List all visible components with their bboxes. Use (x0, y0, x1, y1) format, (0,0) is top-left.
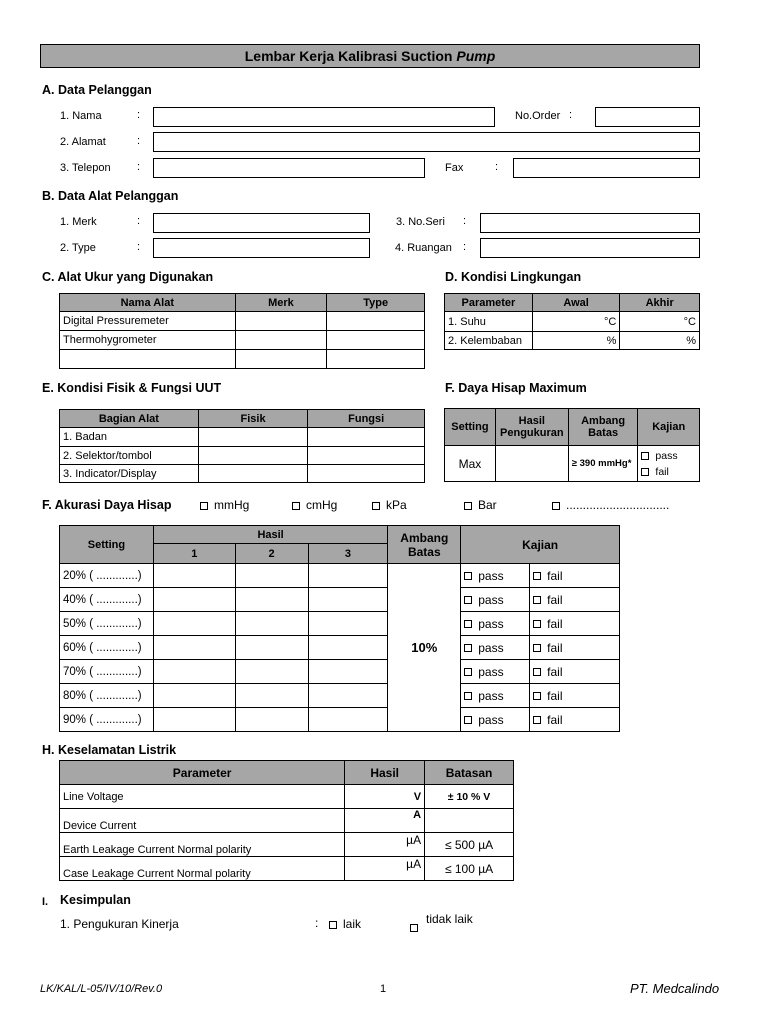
col-header: 3 (308, 544, 388, 564)
col-header: Fungsi (308, 410, 425, 428)
alamat-label: 2. Alamat (60, 136, 106, 148)
checkbox-icon[interactable] (464, 596, 472, 604)
col-header: Setting (60, 526, 154, 564)
table-cell[interactable]: 60% ( .............) (60, 636, 154, 660)
keselamatan-listrik-table (59, 760, 514, 881)
table-cell[interactable] (235, 660, 308, 684)
unit-mmhg[interactable]: mmHg (200, 498, 249, 512)
ruangan-label: 4. Ruangan (395, 242, 452, 254)
col-header: Bagian Alat (60, 410, 199, 428)
table-cell[interactable] (308, 465, 425, 483)
unit-bar[interactable]: Bar (464, 498, 497, 512)
table-cell[interactable] (308, 660, 388, 684)
col-header: Batasan (425, 761, 514, 785)
table-cell[interactable] (235, 588, 308, 612)
checkbox-icon[interactable] (464, 716, 472, 724)
col-header: 1 (153, 544, 235, 564)
colon: : (569, 109, 573, 121)
colon: : (315, 916, 319, 930)
table-cell[interactable] (235, 636, 308, 660)
section-d-heading: D. Kondisi Lingkungan (445, 270, 582, 284)
fail-option[interactable]: fail (530, 660, 620, 684)
section-b-heading: B. Data Alat Pelanggan (42, 189, 179, 203)
alat-ukur-table (59, 293, 425, 369)
table-cell[interactable] (235, 612, 308, 636)
page-title: Lembar Kerja Kalibrasi Suction Pump (40, 44, 700, 68)
pass-option[interactable]: pass (461, 588, 530, 612)
col-header: Awal (532, 294, 620, 312)
table-cell[interactable] (308, 564, 388, 588)
table-cell[interactable] (495, 446, 568, 482)
no-order-label: No.Order (515, 110, 561, 122)
checkbox-icon[interactable] (292, 502, 300, 510)
fail-option[interactable]: fail (530, 708, 620, 732)
table-cell[interactable] (153, 684, 235, 708)
table-cell[interactable] (308, 612, 388, 636)
table-cell: 2. Kelembaban (445, 332, 533, 350)
no-seri-label: 3. No.Seri (396, 216, 445, 228)
pass-option[interactable]: pass (461, 564, 530, 588)
table-cell: Thermohygrometer (60, 331, 236, 350)
pass-option[interactable]: pass (461, 708, 530, 732)
table-cell: ≤ 100 µA (425, 857, 514, 881)
tidak-laik-label: tidak laik (426, 912, 473, 926)
table-cell[interactable]: 50% ( .............) (60, 612, 154, 636)
table-cell: Device Current (60, 809, 345, 833)
colon: : (495, 161, 499, 173)
table-cell[interactable] (153, 660, 235, 684)
col-header: Setting (445, 409, 496, 446)
col-header: Hasil (153, 526, 387, 544)
table-cell: ≤ 500 µA (425, 833, 514, 857)
table-cell[interactable]: 90% ( .............) (60, 708, 154, 732)
col-header: Hasil Pengukuran (495, 409, 568, 446)
checkbox-icon[interactable] (533, 572, 541, 580)
table-cell[interactable]: µA (345, 857, 425, 881)
unit-cmhg[interactable]: cmHg (292, 498, 337, 512)
colon: : (137, 215, 141, 227)
nama-label: 1. Nama (60, 110, 102, 122)
table-cell[interactable] (235, 312, 327, 331)
daya-hisap-table (444, 408, 700, 482)
col-header: Fisik (198, 410, 308, 428)
section-c-heading: C. Alat Ukur yang Digunakan (42, 270, 214, 284)
checkbox-icon[interactable] (464, 502, 472, 510)
colon: : (463, 215, 467, 227)
no-order-field[interactable] (595, 107, 700, 127)
table-cell[interactable] (198, 428, 308, 447)
col-header: Kajian (461, 526, 620, 564)
pass-option[interactable]: pass (461, 636, 530, 660)
checkbox-icon[interactable] (372, 502, 380, 510)
table-cell: 2. Selektor/tombol (60, 447, 199, 465)
table-cell[interactable] (198, 447, 308, 465)
table-cell: ≥ 390 mmHg* (568, 446, 638, 482)
checkbox-icon[interactable] (329, 921, 337, 929)
pengukuran-kinerja-label: 1. Pengukuran Kinerja (60, 917, 179, 931)
table-cell[interactable]: V (345, 785, 425, 809)
section-h-heading: H. Keselamatan Listrik (42, 743, 177, 757)
colon: : (137, 161, 141, 173)
type-field[interactable] (153, 238, 370, 258)
section-a-heading: A. Data Pelanggan (42, 83, 152, 97)
col-header: Type (327, 294, 425, 312)
checkbox-icon[interactable] (533, 668, 541, 676)
merk-field[interactable] (153, 213, 370, 233)
table-cell[interactable] (153, 636, 235, 660)
checkbox-icon[interactable] (200, 502, 208, 510)
checkbox-icon[interactable] (464, 692, 472, 700)
table-cell: Case Leakage Current Normal polarity (60, 857, 345, 881)
table-cell: Line Voltage (60, 785, 345, 809)
pass-option[interactable]: pass (461, 660, 530, 684)
table-cell[interactable] (235, 350, 327, 369)
col-header: 2 (235, 544, 308, 564)
checkbox-icon[interactable] (552, 502, 560, 510)
colon: : (463, 241, 467, 253)
table-cell[interactable] (308, 708, 388, 732)
pass-option[interactable]: pass (641, 448, 696, 464)
alamat-field[interactable] (153, 132, 700, 152)
table-cell[interactable] (153, 708, 235, 732)
document-code: LK/KAL/L-05/IV/10/Rev.0 (40, 983, 163, 995)
fail-option[interactable]: fail (641, 464, 696, 480)
table-cell[interactable]: 80% ( .............) (60, 684, 154, 708)
table-cell (638, 446, 700, 482)
table-cell (425, 809, 514, 833)
checkbox-icon[interactable] (464, 620, 472, 628)
table-cell[interactable] (308, 447, 425, 465)
merk-label: 1. Merk (60, 216, 97, 228)
table-cell[interactable] (235, 708, 308, 732)
table-cell[interactable] (308, 684, 388, 708)
section-i-letter: I. (42, 896, 49, 908)
table-cell[interactable] (327, 331, 425, 350)
laik-option[interactable]: laik (329, 917, 361, 931)
table-cell[interactable] (235, 331, 327, 350)
table-cell[interactable]: °C (620, 312, 700, 332)
nama-field[interactable] (153, 107, 495, 127)
telepon-field[interactable] (153, 158, 425, 178)
table-cell[interactable] (235, 684, 308, 708)
fax-label: Fax (445, 162, 464, 174)
col-header: Hasil (345, 761, 425, 785)
no-seri-field[interactable] (480, 213, 700, 233)
table-cell[interactable] (308, 636, 388, 660)
ruangan-field[interactable] (480, 238, 700, 258)
table-cell: Max (445, 446, 496, 482)
table-cell: 3. Indicator/Display (60, 465, 199, 483)
table-cell[interactable] (235, 564, 308, 588)
page-number: 1 (380, 983, 387, 995)
colon: : (137, 241, 141, 253)
fail-option[interactable]: fail (530, 564, 620, 588)
col-header: Nama Alat (60, 294, 236, 312)
table-cell: 1. Suhu (445, 312, 533, 332)
fail-option[interactable]: fail (530, 636, 620, 660)
table-cell[interactable] (308, 428, 425, 447)
table-cell[interactable] (327, 312, 425, 331)
ambang-value: 10% (388, 564, 461, 732)
table-cell[interactable] (153, 612, 235, 636)
table-cell[interactable]: µA (345, 833, 425, 857)
col-header: Ambang Batas (388, 526, 461, 564)
fail-option[interactable]: fail (530, 588, 620, 612)
checkbox-icon[interactable] (410, 924, 418, 932)
table-cell[interactable]: 70% ( .............) (60, 660, 154, 684)
unit-other[interactable]: ............................... (552, 498, 669, 512)
akurasi-table (59, 525, 620, 732)
table-cell: Digital Pressuremeter (60, 312, 236, 331)
tidak-laik-checkbox[interactable] (410, 919, 424, 937)
section-i-heading: Kesimpulan (60, 893, 131, 907)
checkbox-icon[interactable] (533, 716, 541, 724)
checkbox-icon[interactable] (464, 572, 472, 580)
checkbox-icon[interactable] (641, 468, 649, 476)
table-cell[interactable] (153, 588, 235, 612)
section-e-heading: E. Kondisi Fisik & Fungsi UUT (42, 381, 222, 395)
col-header: Parameter (60, 761, 345, 785)
checkbox-icon[interactable] (464, 644, 472, 652)
col-header: Ambang Batas (568, 409, 638, 446)
colon: : (137, 135, 141, 147)
table-cell: 1. Badan (60, 428, 199, 447)
checkbox-icon[interactable] (533, 692, 541, 700)
section-f1-heading: F. Daya Hisap Maximum (445, 381, 587, 395)
table-cell[interactable]: A (345, 809, 425, 833)
kondisi-fisik-table (59, 409, 425, 483)
table-cell: ± 10 % V (425, 785, 514, 809)
type-label: 2. Type (60, 242, 96, 254)
fail-option[interactable]: fail (530, 684, 620, 708)
col-header: Kajian (638, 409, 700, 446)
table-cell[interactable] (153, 564, 235, 588)
company-name: PT. Medcalindo (630, 981, 720, 996)
fail-option[interactable]: fail (530, 612, 620, 636)
checkbox-icon[interactable] (533, 644, 541, 652)
section-f2-heading: F. Akurasi Daya Hisap (42, 498, 172, 512)
checkbox-icon[interactable] (533, 620, 541, 628)
checkbox-icon[interactable] (464, 668, 472, 676)
colon: : (137, 109, 141, 121)
checkbox-icon[interactable] (533, 596, 541, 604)
pass-option[interactable]: pass (461, 684, 530, 708)
col-header: Akhir (620, 294, 700, 312)
kondisi-lingkungan-table (444, 293, 700, 350)
table-cell[interactable]: % (620, 332, 700, 350)
table-cell[interactable] (308, 588, 388, 612)
table-cell[interactable]: % (532, 332, 620, 350)
table-cell[interactable] (327, 350, 425, 369)
table-cell[interactable] (60, 350, 236, 369)
checkbox-icon[interactable] (641, 452, 649, 460)
table-cell[interactable]: 40% ( .............) (60, 588, 154, 612)
col-header: Merk (235, 294, 327, 312)
telepon-label: 3. Telepon (60, 162, 111, 174)
table-cell[interactable] (198, 465, 308, 483)
col-header: Parameter (445, 294, 533, 312)
pass-option[interactable]: pass (461, 612, 530, 636)
table-cell: Earth Leakage Current Normal polarity (60, 833, 345, 857)
table-cell[interactable]: °C (532, 312, 620, 332)
unit-kpa[interactable]: kPa (372, 498, 407, 512)
fax-field[interactable] (513, 158, 700, 178)
table-cell[interactable]: 20% ( .............) (60, 564, 154, 588)
